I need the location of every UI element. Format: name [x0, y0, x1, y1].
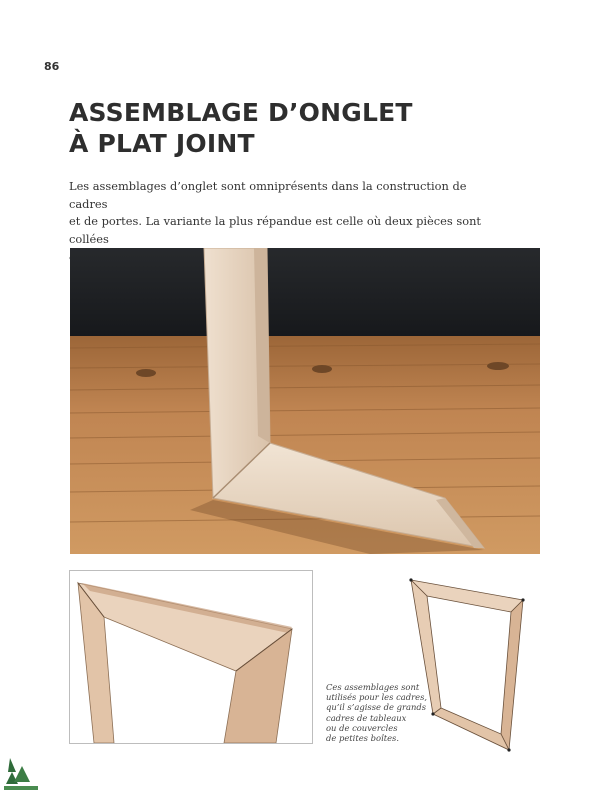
caption-line: Ces assemblages sont	[326, 682, 420, 692]
wall	[70, 248, 540, 344]
intro-line: et de portes. La variante la plus répandue est celle où deux pièces sont collées	[69, 214, 481, 246]
title-line: À PLAT JOINT	[69, 129, 255, 158]
caption-line: de petites boîtes.	[326, 733, 399, 744]
title-line: ASSEMBLAGE D’ONGLET	[69, 98, 413, 127]
caption-line: qu’il s’agisse de grands	[326, 702, 427, 713]
page-number: 86	[44, 60, 60, 73]
tree-ornament-icon	[4, 756, 38, 796]
caption-line: utilisés pour les cadres,	[326, 692, 428, 703]
page-title	[69, 97, 413, 159]
diagram-drawing	[70, 571, 312, 743]
miter-joint-photo	[70, 248, 540, 554]
miter-corner-diagram	[69, 570, 313, 744]
frame-bottom	[433, 708, 509, 750]
figure-caption	[326, 682, 436, 743]
intro-line: Les assemblages d’onglet sont omniprésents dans la construction de cadres	[69, 179, 467, 211]
frame-right	[501, 600, 523, 750]
caption-line: cadres de tableaux	[326, 712, 407, 723]
caption-line: ou de couvercles	[326, 722, 398, 733]
